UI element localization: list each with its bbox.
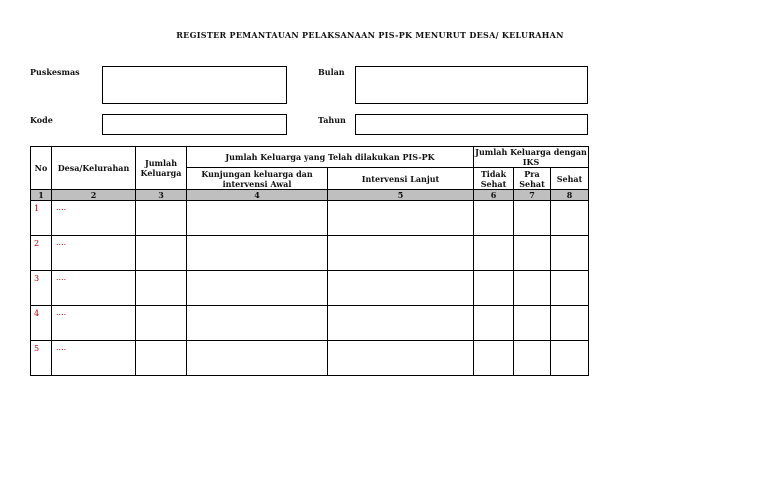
table-cell[interactable]	[474, 201, 514, 236]
header-kunjungan: Kunjungan keluarga dan intervensi Awal	[187, 168, 328, 190]
table-row	[31, 306, 589, 341]
kode-field[interactable]	[102, 114, 287, 135]
bulan-label: Bulan	[318, 67, 345, 77]
desa-cell: ....	[56, 273, 67, 282]
desa-cell: ....	[56, 343, 67, 352]
bulan-field[interactable]	[355, 66, 588, 104]
row-number: 2	[34, 239, 40, 248]
desa-cell: ....	[56, 238, 67, 247]
table-cell[interactable]	[551, 341, 589, 376]
table-cell[interactable]	[474, 306, 514, 341]
table-cell[interactable]	[328, 236, 474, 271]
table-cell[interactable]	[514, 271, 551, 306]
table-cell[interactable]	[474, 341, 514, 376]
header-jumlah-keluarga: Jumlah Keluarga	[136, 147, 187, 190]
table-row	[31, 271, 589, 306]
table-cell[interactable]	[474, 271, 514, 306]
header-no: No	[31, 147, 52, 190]
puskesmas-field[interactable]	[102, 66, 287, 104]
column-number: 5	[328, 190, 474, 201]
table-cell[interactable]	[551, 236, 589, 271]
desa-cell: ....	[56, 308, 67, 317]
table-cell[interactable]	[328, 201, 474, 236]
table-cell[interactable]	[136, 201, 187, 236]
header-tidak-sehat: Tidak Sehat	[474, 168, 514, 190]
column-number-row	[31, 190, 589, 201]
table-cell[interactable]	[187, 341, 328, 376]
column-number: 4	[187, 190, 328, 201]
table-cell[interactable]	[474, 236, 514, 271]
table-cell[interactable]	[551, 306, 589, 341]
table-cell[interactable]	[514, 341, 551, 376]
table-cell[interactable]	[551, 271, 589, 306]
column-number: 1	[31, 190, 52, 201]
header-desa: Desa/Kelurahan	[52, 147, 136, 190]
table-row	[31, 236, 589, 271]
header-intervensi-lanjut: Intervensi Lanjut	[328, 168, 474, 190]
table-cell[interactable]	[187, 201, 328, 236]
table-cell[interactable]	[514, 201, 551, 236]
table-cell[interactable]	[136, 236, 187, 271]
table-cell[interactable]	[328, 271, 474, 306]
table-cell[interactable]	[551, 201, 589, 236]
puskesmas-label: Puskesmas	[30, 67, 80, 77]
header-pra-sehat: Pra Sehat	[514, 168, 551, 190]
header-sehat: Sehat	[551, 168, 589, 190]
table-cell[interactable]	[187, 306, 328, 341]
row-number: 5	[34, 344, 40, 353]
table-cell[interactable]	[136, 306, 187, 341]
table-cell[interactable]	[136, 341, 187, 376]
column-number: 8	[551, 190, 589, 201]
table-cell[interactable]	[514, 236, 551, 271]
table-cell[interactable]	[514, 306, 551, 341]
desa-cell: ....	[56, 203, 67, 212]
row-number: 4	[34, 309, 40, 318]
table-cell[interactable]	[187, 236, 328, 271]
header-group-iks: Jumlah Keluarga dengan IKS	[475, 147, 587, 167]
table-row	[31, 341, 589, 376]
header-group-dilakukan: Jumlah Keluarga yang Telah dilakukan PIS-PK	[187, 147, 474, 168]
row-number: 3	[34, 274, 40, 283]
table-cell[interactable]	[328, 306, 474, 341]
tahun-label: Tahun	[318, 115, 346, 125]
page-title: REGISTER PEMANTAUAN PELAKSANAAN PIS-PK MENURUT DESA/ KELURAHAN	[176, 30, 564, 40]
table-cell[interactable]	[136, 271, 187, 306]
row-number: 1	[34, 204, 40, 213]
register-table	[30, 146, 589, 376]
column-number: 6	[474, 190, 514, 201]
table-cell[interactable]	[187, 271, 328, 306]
table-cell[interactable]	[328, 341, 474, 376]
kode-label: Kode	[30, 115, 53, 125]
column-number: 2	[52, 190, 136, 201]
table-row	[31, 201, 589, 236]
tahun-field[interactable]	[355, 114, 588, 135]
column-number: 7	[514, 190, 551, 201]
column-number: 3	[136, 190, 187, 201]
